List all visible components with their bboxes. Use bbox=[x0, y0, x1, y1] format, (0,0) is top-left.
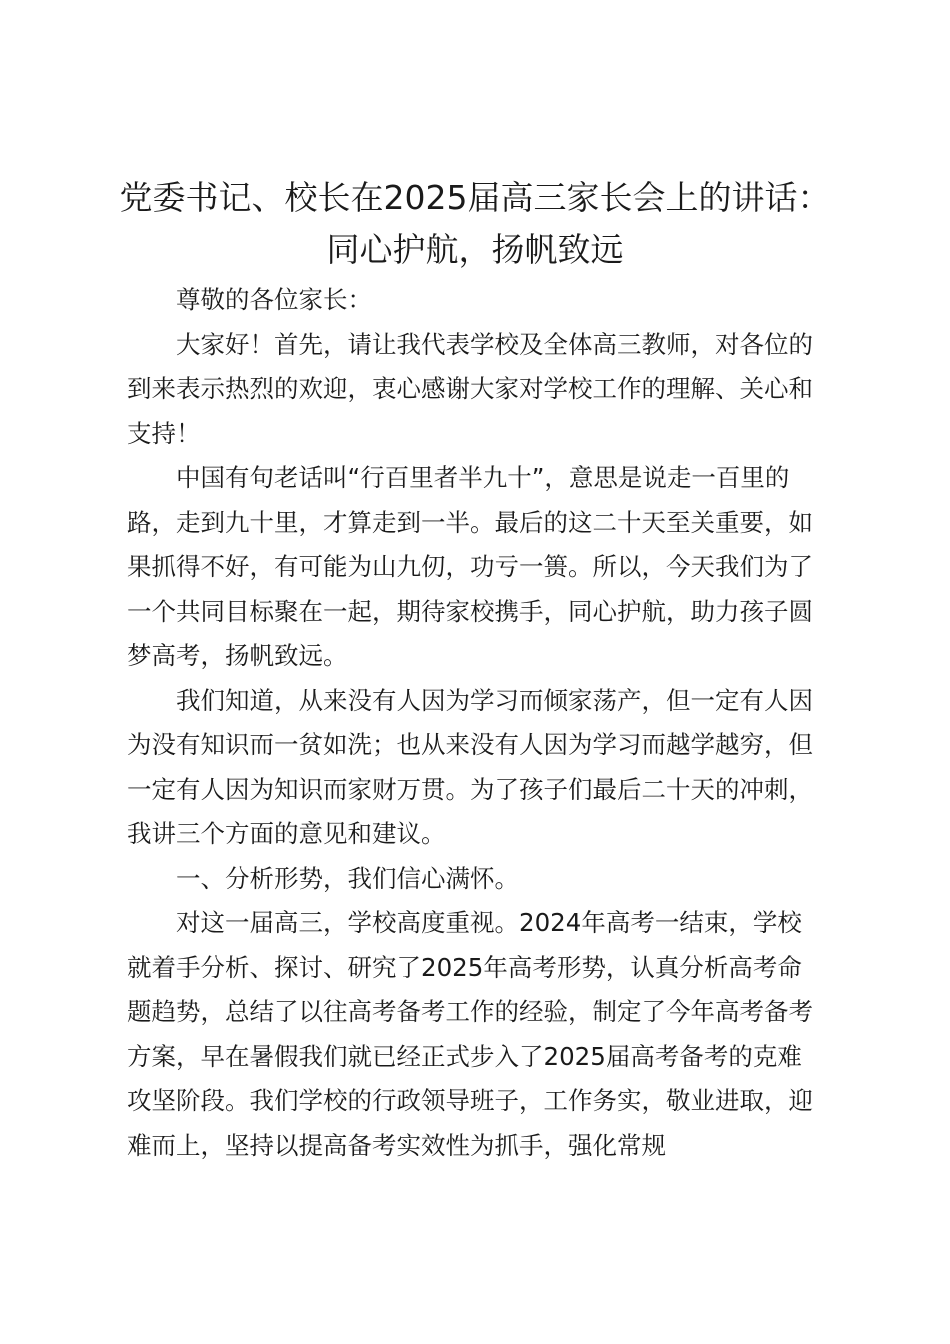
document-title: 党委书记、校长在2025届高三家长会上的讲话：同心护航，扬帆致远 bbox=[119, 178, 831, 269]
paragraph: 对这一届高三，学校高度重视。2024年高考一结束，学校就着手分析、探讨、研究了2025年高考形势，认真分析高考命题趋势，总结了以往高考备考工作的经验，制定了今年高考备考方案，早在暑假我们就已经正式步入了2025届高考备考的克难攻坚阶段。我们学校的行政领导班子，工作务实，敬业进取，迎难而上，坚持以提高备考实效性为抓手，强化常规 bbox=[127, 908, 813, 1160]
section-heading: 一、分析形势，我们信心满怀。 bbox=[176, 863, 519, 893]
paragraph: 我们知道，从来没有人因为学习而倾家荡产，但一定有人因为没有知识而一贫如洗；也从来没有人因为学习而越学越穷，但一定有人因为知识而家财万贯。为了孩子们最后二十天的冲刺，我讲三个方面的意见和建议。 bbox=[127, 685, 813, 848]
paragraph: 大家好！首先，请让我代表学校及全体高三教师，对各位的到来表示热烈的欢迎，衷心感谢大家对学校工作的理解、关心和支持！ bbox=[127, 329, 813, 448]
document-body bbox=[127, 278, 823, 1168]
paragraph: 中国有句老话叫“行百里者半九十”，意思是说走一百里的路，走到九十里，才算走到一半。最后的这二十天至关重要，如果抓得不好，有可能为山九仞，功亏一篑。所以，今天我们为了一个共同目标聚在一起，期待家校携手，同心护航，助力孩子圆梦高考，扬帆致远。 bbox=[127, 463, 813, 670]
salutation: 尊敬的各位家长： bbox=[176, 285, 372, 314]
